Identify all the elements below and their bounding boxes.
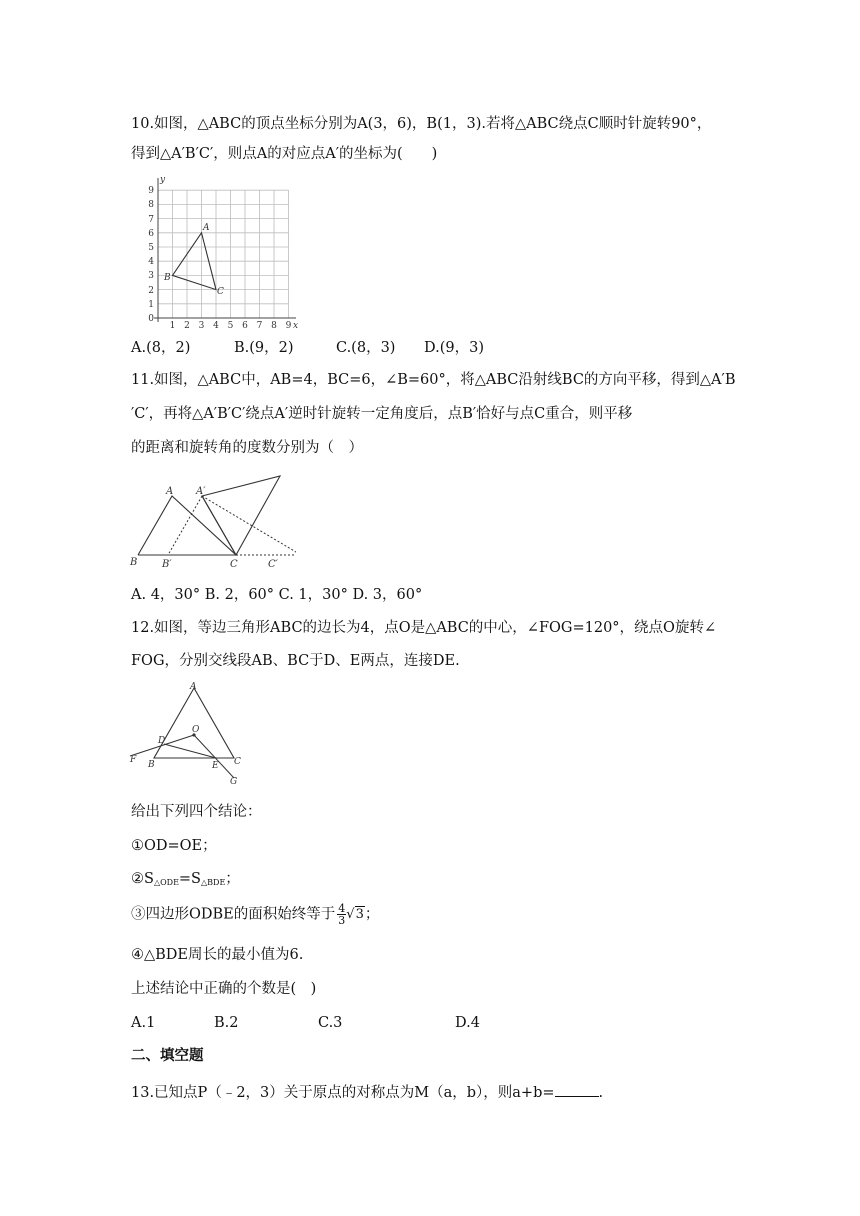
q12-conclusion-3: ③四边形ODBE的面积始终等于 $\frac{4}{3}$ √3； <box>131 902 380 927</box>
y-tick: 6 <box>148 229 154 239</box>
y-tick: 8 <box>148 200 154 210</box>
q12-conclusion-1: ①OD=OE； <box>131 838 217 854</box>
dashed-a-prime-c-prime <box>202 496 296 555</box>
x-tick: 6 <box>242 321 248 331</box>
q10-line2: 得到△A′B′C′，则点A的对应点A′的坐标为( ) <box>131 146 438 162</box>
label-a: A <box>190 682 197 692</box>
point-label-a: A <box>203 223 210 233</box>
q12-equilateral-figure <box>126 680 246 788</box>
q10-coordinate-figure <box>144 172 304 332</box>
label-d: D <box>158 736 166 746</box>
q10-option-b[interactable]: B.(9，2) <box>234 340 294 356</box>
triangle-abc <box>138 496 236 555</box>
y-tick: 3 <box>148 271 154 281</box>
y-tick: 9 <box>148 186 154 196</box>
q11-line2: ′C′，再将△A′B′C′绕点A′逆时针旋转一定角度后，点B′恰好与点C重合，则平移 <box>131 406 633 422</box>
q12-line2: FOG，分别交线段AB、BC于D、E两点，连接DE. <box>131 653 460 669</box>
x-tick: 1 <box>169 321 176 331</box>
square-root: √3 <box>346 906 364 922</box>
label-b-prime: B′ <box>162 559 172 570</box>
y-axis-label: y <box>160 175 166 185</box>
point-label-b: B <box>164 273 171 283</box>
y-tick: 2 <box>148 286 154 296</box>
y-tick: 1 <box>148 300 154 310</box>
q11-line1: 11.如图，△ABC中，AB=4，BC=6，∠B=60°，将△ABC沿射线BC的方向平移，得到△A′B <box>131 372 736 388</box>
label-b: B <box>130 557 138 568</box>
x-tick: 9 <box>285 321 292 331</box>
q11-options[interactable]: A. 4，30° B. 2，60° C. 1，30° D. 3，60° <box>131 587 423 603</box>
x-tick: 2 <box>184 321 190 331</box>
q12-option-b[interactable]: B.2 <box>214 1015 239 1031</box>
x-tick: 8 <box>271 321 277 331</box>
label-g: G <box>230 777 238 787</box>
q12-question: 上述结论中正确的个数是( ) <box>131 981 317 997</box>
label-b: B <box>148 760 155 770</box>
label-f: F <box>130 755 137 765</box>
x-tick: 4 <box>213 321 219 331</box>
label-o: O <box>192 725 200 735</box>
rotated-triangle <box>202 476 280 555</box>
q10-option-c[interactable]: C.(8，3) <box>336 340 396 356</box>
q10-line1: 10.如图，△ABC的顶点坐标分别为A(3，6)，B(1，3).若将△ABC绕点C顺时针旋转90°， <box>131 116 712 132</box>
y-tick: 4 <box>148 257 154 267</box>
answer-blank[interactable] <box>555 1082 599 1097</box>
y-tick: 5 <box>148 243 154 253</box>
q12-conclusion-4: ④△BDE周长的最小值为6. <box>131 947 304 963</box>
label-c-prime: C′ <box>268 559 278 570</box>
point-label-c: C <box>217 287 224 297</box>
label-c: C <box>234 757 241 767</box>
y-tick: 0 <box>148 314 154 324</box>
ray-og <box>194 735 234 778</box>
q12-option-a[interactable]: A.1 <box>131 1015 156 1031</box>
label-e: E <box>212 761 219 771</box>
label-c: C <box>230 559 238 570</box>
fraction: $\frac{4}{3}$ <box>338 902 346 927</box>
q10-option-d[interactable]: D.(9，3) <box>424 340 484 356</box>
segment-de <box>164 744 216 758</box>
q12-conclusion-2: $②S_{\triangle ODE}=S_{\triangle BDE}$； <box>131 871 240 887</box>
x-tick: 5 <box>227 321 234 331</box>
q11-line3: 的距离和旋转角的度数分别为（ ） <box>131 440 363 456</box>
label-a-prime: A′ <box>196 486 206 497</box>
dashed-a-prime-b-prime <box>168 496 202 555</box>
label-a: A <box>166 486 174 497</box>
y-tick: 7 <box>148 215 154 225</box>
q10-option-a[interactable]: A.(8，2) <box>131 340 191 356</box>
x-tick: 7 <box>256 321 263 331</box>
q12-option-c[interactable]: C.3 <box>318 1015 343 1031</box>
triangle-abc <box>154 688 234 758</box>
grid-lines <box>158 190 289 318</box>
q11-translation-figure <box>126 470 296 570</box>
x-tick: 3 <box>198 321 205 331</box>
q12-line1: 12.如图，等边三角形ABC的边长为4，点O是△ABC的中心，∠FOG=120°，绕点O旋转∠ <box>131 620 717 636</box>
q13-line: 13.已知点P（﹣2，3）关于原点的对称点为M（a，b），则a+b= . <box>131 1082 603 1103</box>
x-axis-label: x <box>293 321 299 331</box>
q12-option-d[interactable]: D.4 <box>455 1015 480 1031</box>
q12-prompt: 给出下列四个结论： <box>131 804 262 820</box>
section-title-fill-in: 二、填空题 <box>131 1048 204 1064</box>
